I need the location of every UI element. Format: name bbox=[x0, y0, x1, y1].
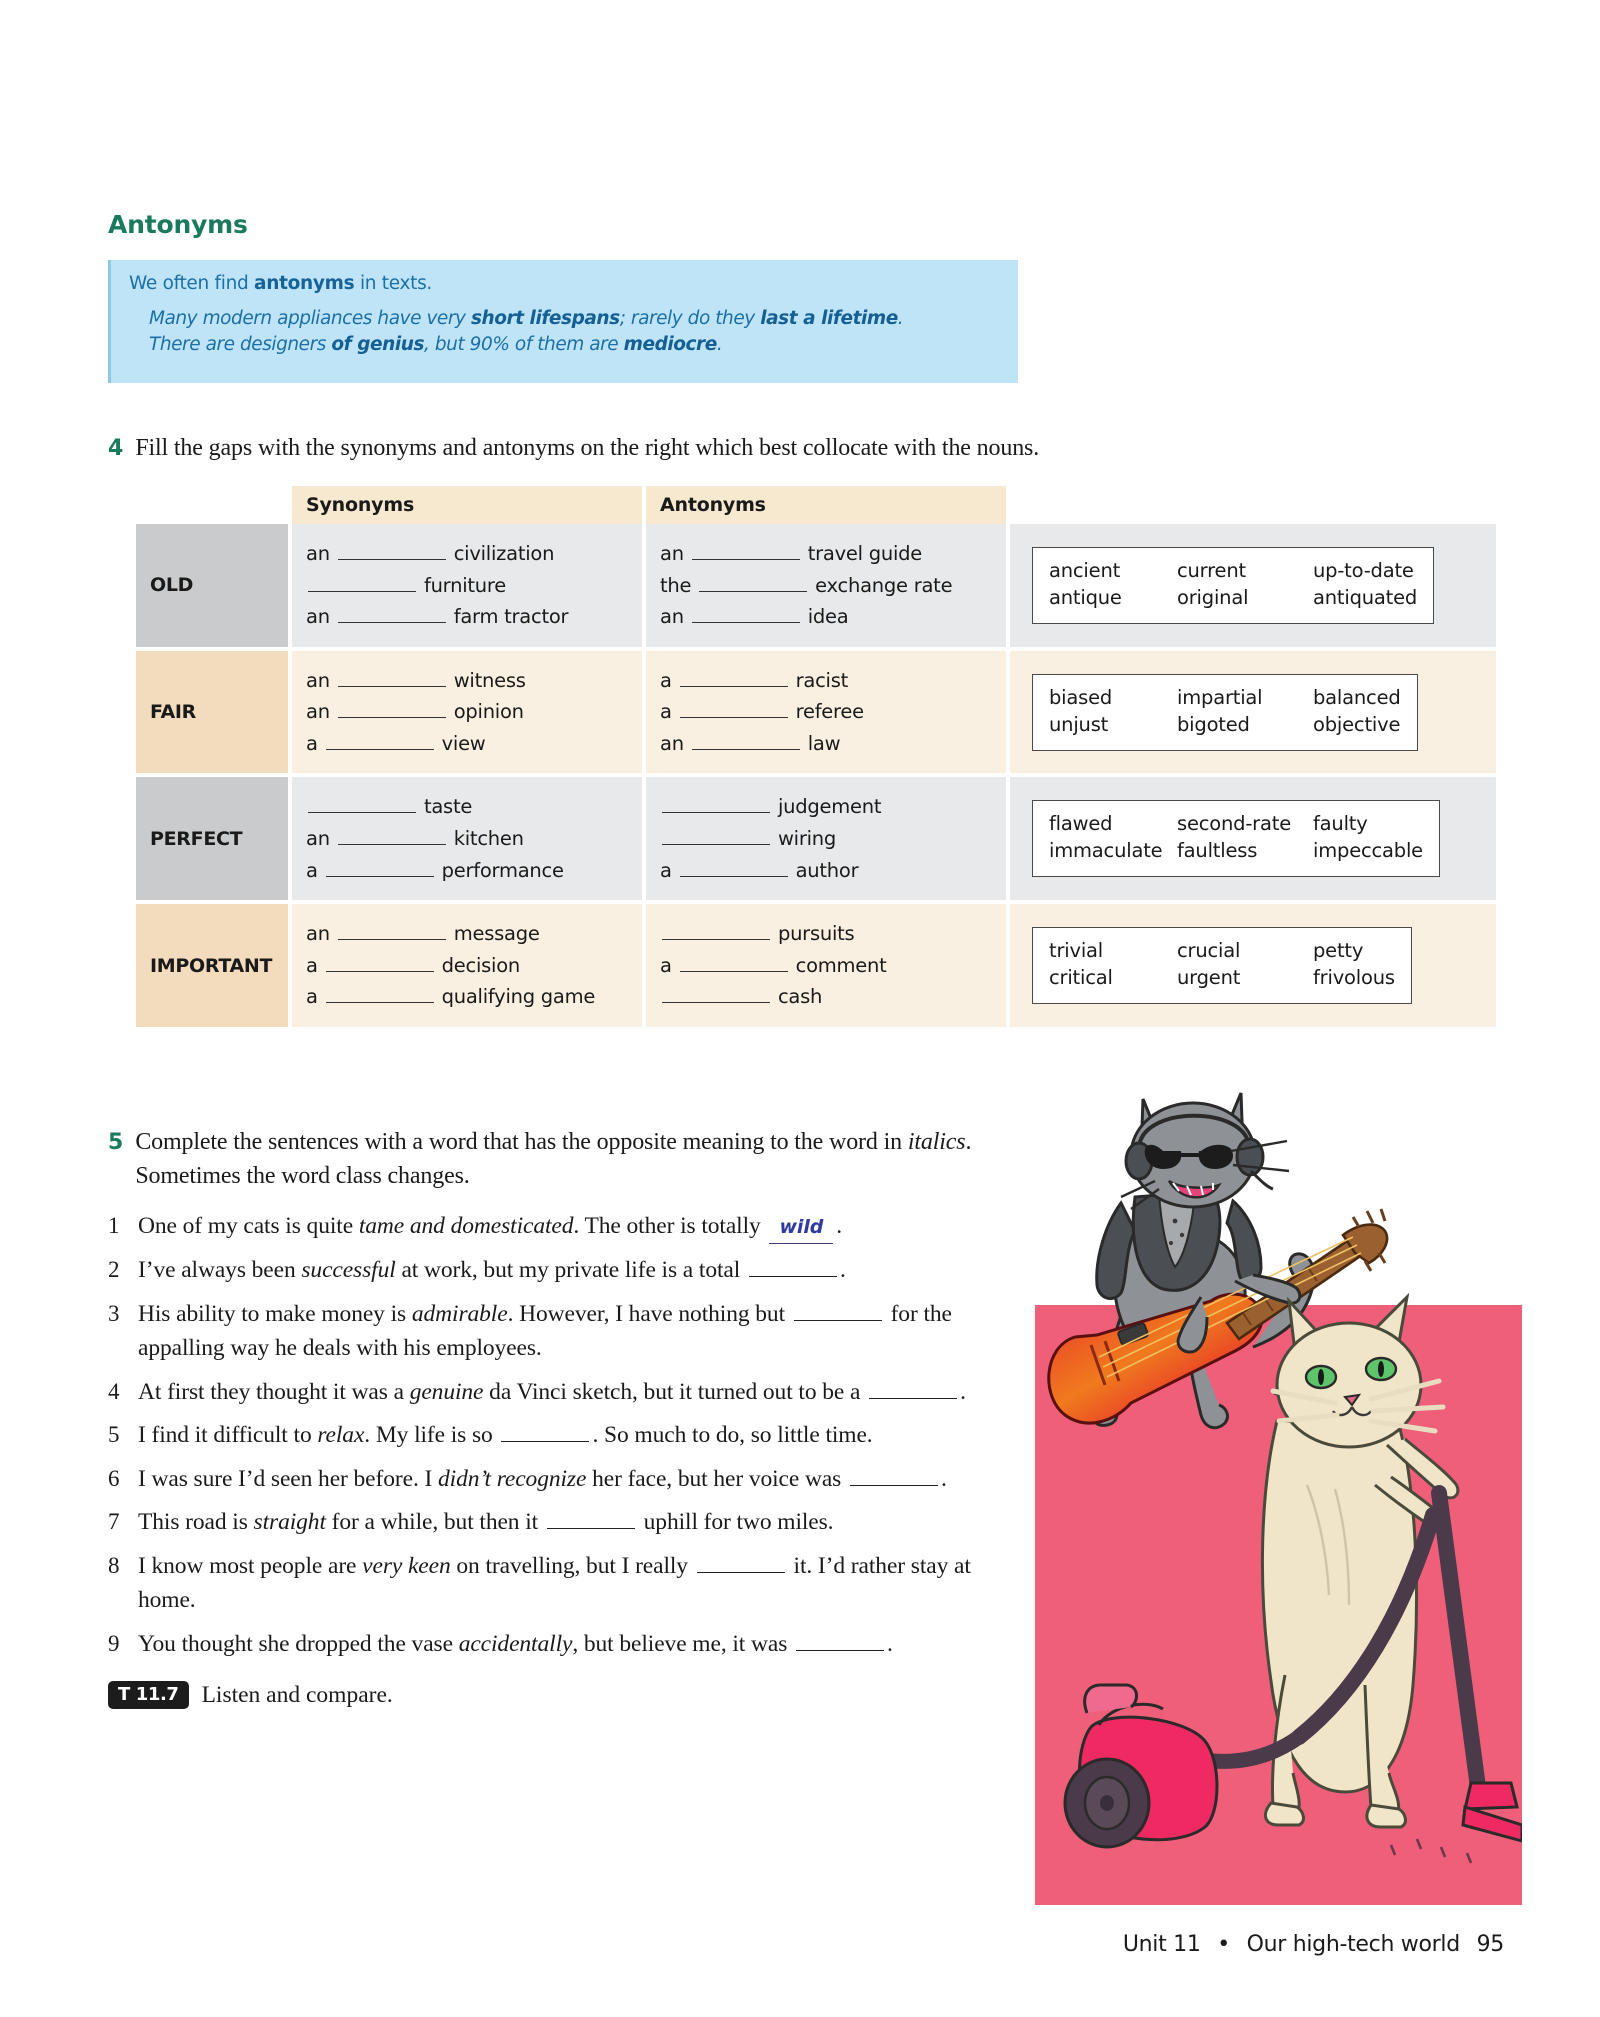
question-item bbox=[108, 1627, 998, 1662]
sentence-text: This road is bbox=[138, 1509, 254, 1536]
word-bank-panel bbox=[1010, 777, 1496, 900]
phrase-noun: exchange rate bbox=[809, 573, 953, 597]
synonym-phrase bbox=[306, 728, 642, 760]
word-bank-item[interactable]: ancient bbox=[1049, 558, 1121, 582]
antonym-phrase bbox=[660, 950, 1006, 982]
phrase-noun: performance bbox=[435, 858, 564, 882]
question-number: 6 bbox=[108, 1465, 120, 1491]
phrase-article: a bbox=[306, 858, 324, 882]
phrase-noun: farm tractor bbox=[447, 605, 569, 629]
table-row bbox=[136, 651, 1496, 774]
antonym-phrase bbox=[660, 918, 1006, 950]
audio-track-label: Listen and compare. bbox=[201, 1681, 393, 1708]
fill-in-blank[interactable] bbox=[680, 667, 788, 687]
sentence-text: . However, I have nothing but bbox=[507, 1300, 791, 1327]
synonym-phrase bbox=[306, 665, 642, 697]
section-heading: Antonyms bbox=[108, 210, 248, 239]
question-text bbox=[138, 1418, 873, 1453]
phrase-article: an bbox=[306, 700, 336, 724]
question-number: 7 bbox=[108, 1509, 120, 1535]
antonym-cell bbox=[646, 777, 1006, 900]
phrase-noun: referee bbox=[789, 700, 864, 724]
question-text bbox=[138, 1462, 947, 1497]
emphasis-run-1: of genius bbox=[331, 334, 425, 356]
collocations-table bbox=[136, 486, 1496, 1031]
exercise-5-number: 5 bbox=[108, 1130, 124, 1155]
fill-in-blank[interactable] bbox=[326, 984, 434, 1004]
fill-in-blank[interactable] bbox=[699, 572, 807, 592]
phrase-article: an bbox=[306, 827, 336, 851]
exercise-4-instruction: Fill the gaps with the synonyms and antonyms on the right which best collocate with the nouns. bbox=[135, 435, 1040, 461]
synonym-phrase bbox=[306, 981, 642, 1013]
sentence-text: da Vinci sketch, but it turned out to be a bbox=[483, 1378, 867, 1405]
antonym-phrase bbox=[660, 601, 1006, 633]
word-bank bbox=[1032, 674, 1418, 751]
word-bank-panel bbox=[1010, 904, 1496, 1027]
synonym-phrase bbox=[306, 570, 642, 602]
antonym-cell bbox=[646, 524, 1006, 647]
word-bank-item[interactable]: antiquated bbox=[1313, 585, 1418, 609]
text-run-2: ; rarely do they bbox=[619, 308, 761, 329]
word-bank-item[interactable]: second-rate bbox=[1177, 812, 1291, 836]
word-bank bbox=[1032, 547, 1434, 624]
phrase-noun: pursuits bbox=[772, 922, 855, 946]
phrase-article: an bbox=[660, 731, 690, 755]
antonym-phrase bbox=[660, 570, 1006, 602]
phrase-noun: message bbox=[447, 922, 540, 946]
question-number: 2 bbox=[108, 1257, 120, 1283]
emphasis-run-3: last a lifetime bbox=[760, 308, 898, 329]
word-bank-item[interactable]: faultless bbox=[1177, 839, 1258, 863]
fill-in-blank[interactable] bbox=[326, 730, 434, 750]
word-bank-item[interactable]: biased bbox=[1049, 685, 1113, 709]
fill-in-blank[interactable] bbox=[680, 699, 788, 719]
synonym-cell bbox=[292, 524, 642, 647]
sentence-text: At first they thought it was a bbox=[138, 1378, 410, 1405]
antonym-phrase bbox=[660, 538, 1006, 570]
question-item bbox=[108, 1253, 998, 1288]
sentence-text: . bbox=[941, 1465, 947, 1492]
phrase-article: an bbox=[660, 605, 690, 629]
word-bank-item[interactable]: bigoted bbox=[1177, 712, 1250, 736]
fill-in-blank[interactable] bbox=[692, 604, 800, 624]
table-header-row bbox=[292, 486, 1496, 524]
question-list bbox=[108, 1209, 998, 1661]
exercise-4-heading bbox=[108, 435, 1308, 462]
cats-illustration bbox=[1035, 1085, 1522, 1905]
word-bank-item[interactable]: trivial bbox=[1049, 939, 1104, 963]
sentence-text: at work, but my private life is a total bbox=[395, 1257, 746, 1284]
word-bank-item[interactable]: current bbox=[1177, 558, 1246, 582]
answer-blank[interactable] bbox=[869, 1377, 957, 1399]
synonym-phrase bbox=[306, 918, 642, 950]
question-number: 3 bbox=[108, 1300, 120, 1326]
sentence-text: . My life is so bbox=[364, 1422, 499, 1449]
page-footer bbox=[1123, 1932, 1504, 1957]
phrase-noun: qualifying game bbox=[435, 985, 596, 1009]
fill-in-blank[interactable] bbox=[338, 604, 446, 624]
phrase-article: an bbox=[306, 668, 336, 692]
synonym-phrase bbox=[306, 855, 642, 887]
column-header-antonyms: Antonyms bbox=[646, 486, 1006, 524]
question-item bbox=[108, 1549, 998, 1618]
table-row bbox=[136, 904, 1496, 1027]
phrase-noun: view bbox=[435, 731, 486, 755]
question-item bbox=[108, 1375, 998, 1410]
emphasis-run-1: short lifespans bbox=[470, 308, 620, 329]
italic-cue-word: very keen bbox=[362, 1552, 451, 1579]
cats-illustration-svg bbox=[1035, 1085, 1522, 1905]
question-item bbox=[108, 1505, 998, 1540]
italic-cue-word: accidentally bbox=[458, 1630, 573, 1657]
phrase-article: an bbox=[306, 922, 336, 946]
filled-answer[interactable]: wild bbox=[769, 1214, 833, 1244]
answer-blank[interactable] bbox=[749, 1255, 837, 1277]
sentence-text: I’ve always been bbox=[138, 1257, 302, 1284]
phrase-noun: judgement bbox=[772, 795, 882, 819]
word-bank-item[interactable]: impartial bbox=[1177, 685, 1263, 709]
sentence-text: for a while, but then it bbox=[325, 1509, 544, 1536]
word-bank-item[interactable]: faulty bbox=[1313, 812, 1368, 836]
fill-in-blank[interactable] bbox=[680, 857, 788, 877]
fill-in-blank[interactable] bbox=[692, 730, 800, 750]
antonym-phrase bbox=[660, 855, 1006, 887]
text-run-0: There are designers bbox=[149, 334, 332, 356]
question-item bbox=[108, 1297, 998, 1366]
phrase-noun: civilization bbox=[447, 542, 555, 565]
sentence-text: I find it difficult to bbox=[138, 1422, 318, 1449]
question-number: 9 bbox=[108, 1630, 120, 1656]
exercise-5-heading bbox=[108, 1125, 998, 1193]
question-number: 8 bbox=[108, 1552, 120, 1578]
answer-blank[interactable] bbox=[501, 1421, 589, 1443]
word-bank-item[interactable]: immaculate bbox=[1049, 839, 1163, 863]
word-bank-item[interactable]: impeccable bbox=[1313, 839, 1423, 863]
question-text bbox=[138, 1297, 998, 1366]
word-bank-panel bbox=[1010, 524, 1496, 647]
phrase-article: a bbox=[660, 700, 678, 724]
word-bank-item[interactable]: flawed bbox=[1049, 812, 1113, 836]
audio-track-row[interactable] bbox=[108, 1681, 998, 1709]
italic-cue-word: successful bbox=[301, 1257, 396, 1284]
answer-blank[interactable] bbox=[547, 1508, 635, 1530]
exercise-5-instruction bbox=[135, 1125, 998, 1193]
synonym-phrase bbox=[306, 601, 642, 633]
fill-in-blank[interactable] bbox=[308, 794, 416, 814]
word-bank-item[interactable]: petty bbox=[1313, 939, 1364, 963]
table-row bbox=[136, 777, 1496, 900]
antonym-phrase bbox=[660, 823, 1006, 855]
sentence-text: . bbox=[960, 1378, 966, 1405]
phrase-noun: cash bbox=[772, 985, 823, 1009]
phrase-noun: comment bbox=[789, 953, 887, 977]
word-bank-item[interactable]: critical bbox=[1049, 966, 1113, 990]
phrase-article: a bbox=[306, 985, 324, 1009]
synonym-cell bbox=[292, 777, 642, 900]
sentence-text: . So much to do, so little time. bbox=[592, 1422, 873, 1449]
info-intro-keyword: antonyms bbox=[254, 273, 355, 294]
sentence-text: His ability to make money is bbox=[138, 1300, 412, 1327]
phrase-article: a bbox=[660, 858, 678, 882]
phrase-article: an bbox=[306, 542, 336, 565]
word-bank-item[interactable]: frivolous bbox=[1313, 966, 1395, 990]
antonyms-info-box bbox=[108, 260, 1018, 383]
italic-cue-word: genuine bbox=[409, 1378, 484, 1405]
antonym-cell bbox=[646, 904, 1006, 1027]
sentence-text: , but believe me, it was bbox=[572, 1630, 794, 1657]
question-item bbox=[108, 1462, 998, 1497]
fill-in-blank[interactable] bbox=[662, 921, 770, 941]
fill-in-blank[interactable] bbox=[308, 572, 416, 592]
synonym-phrase bbox=[306, 950, 642, 982]
word-bank-item[interactable]: objective bbox=[1313, 712, 1401, 736]
question-text bbox=[138, 1375, 966, 1410]
italic-cue-word: tame and domesticated bbox=[358, 1213, 574, 1240]
synonym-phrase bbox=[306, 823, 642, 855]
fill-in-blank[interactable] bbox=[326, 952, 434, 972]
italic-cue-word: relax bbox=[317, 1422, 365, 1449]
sentence-text: I know most people are bbox=[138, 1552, 363, 1579]
italic-cue-word: admirable bbox=[411, 1300, 508, 1327]
phrase-noun: kitchen bbox=[447, 827, 524, 851]
exercise-5 bbox=[108, 1125, 998, 1709]
phrase-article: a bbox=[306, 953, 324, 977]
sentence-text: One of my cats is quite bbox=[138, 1213, 359, 1240]
row-category-important: IMPORTANT bbox=[136, 904, 288, 1027]
phrase-article: a bbox=[306, 731, 324, 755]
fill-in-blank[interactable] bbox=[338, 921, 446, 941]
fill-in-blank[interactable] bbox=[338, 540, 446, 560]
text-run-0: Many modern appliances have very bbox=[149, 308, 471, 329]
question-item bbox=[108, 1209, 998, 1244]
question-text bbox=[138, 1209, 842, 1244]
phrase-article: the bbox=[660, 573, 698, 597]
antonym-phrase bbox=[660, 696, 1006, 728]
text-run-4: . bbox=[897, 308, 904, 329]
answer-blank[interactable] bbox=[697, 1551, 785, 1573]
phrase-noun: taste bbox=[418, 795, 473, 819]
word-bank-item[interactable]: urgent bbox=[1177, 966, 1241, 990]
text-run-2: , but 90% of them are bbox=[424, 334, 624, 356]
info-intro-part2: in texts. bbox=[354, 273, 433, 294]
fill-in-blank[interactable] bbox=[662, 826, 770, 846]
row-category-fair: FAIR bbox=[136, 651, 288, 774]
question-number: 4 bbox=[108, 1378, 120, 1404]
answer-blank[interactable] bbox=[794, 1299, 882, 1321]
word-bank-item[interactable]: antique bbox=[1049, 585, 1122, 609]
info-box-example-2 bbox=[149, 332, 1018, 358]
row-category-perfect: PERFECT bbox=[136, 777, 288, 900]
sentence-text: for the appalling way he deals with his employees. bbox=[138, 1300, 952, 1362]
italic-cue-word: didn’t recognize bbox=[438, 1465, 587, 1492]
fill-in-blank[interactable] bbox=[662, 984, 770, 1004]
question-text bbox=[138, 1253, 846, 1288]
column-header-synonyms: Synonyms bbox=[292, 486, 642, 524]
row-category-old: OLD bbox=[136, 524, 288, 647]
phrase-noun: wiring bbox=[772, 827, 836, 851]
info-box-example-1 bbox=[149, 306, 1018, 332]
exercise-5-instruction-italics: italics bbox=[907, 1129, 966, 1155]
sentence-text: uphill for two miles. bbox=[637, 1509, 834, 1536]
footer-separator: • bbox=[1217, 1932, 1230, 1957]
synonym-phrase bbox=[306, 791, 642, 823]
antonym-phrase bbox=[660, 791, 1006, 823]
answer-blank[interactable] bbox=[850, 1464, 938, 1486]
sentence-text: . bbox=[887, 1630, 893, 1657]
footer-page-number: 95 bbox=[1476, 1932, 1504, 1957]
question-text bbox=[138, 1549, 998, 1618]
info-intro-part1: We often find bbox=[129, 273, 255, 294]
table-row bbox=[136, 524, 1496, 647]
word-bank-item[interactable]: crucial bbox=[1177, 939, 1241, 963]
table-body bbox=[136, 524, 1496, 1027]
audio-track-badge[interactable]: T 11.7 bbox=[108, 1681, 189, 1709]
word-bank bbox=[1032, 927, 1412, 1004]
phrase-noun: witness bbox=[447, 668, 526, 692]
sentence-text: her face, but her voice was bbox=[586, 1465, 848, 1492]
question-text bbox=[138, 1627, 893, 1662]
sentence-text: . bbox=[836, 1213, 843, 1240]
exercise-5-instruction-a: Complete the sentences with a word that has the opposite meaning to the word in bbox=[135, 1129, 908, 1155]
sentence-text: . bbox=[839, 1257, 846, 1284]
question-number: 5 bbox=[108, 1422, 120, 1448]
fill-in-blank[interactable] bbox=[338, 699, 446, 719]
footer-title: Our high-tech world bbox=[1246, 1932, 1460, 1957]
synonym-phrase bbox=[306, 538, 642, 570]
phrase-noun: furniture bbox=[418, 573, 506, 597]
phrase-noun: decision bbox=[435, 953, 520, 977]
word-bank-item[interactable]: balanced bbox=[1313, 685, 1401, 709]
antonym-phrase bbox=[660, 665, 1006, 697]
question-number: 1 bbox=[108, 1213, 120, 1239]
emphasis-run-3: mediocre bbox=[623, 334, 717, 356]
word-bank-item[interactable]: unjust bbox=[1049, 712, 1109, 736]
synonym-phrase bbox=[306, 696, 642, 728]
word-bank-item[interactable]: up-to-date bbox=[1313, 558, 1414, 582]
footer-unit: Unit 11 bbox=[1122, 1932, 1201, 1957]
italic-cue-word: straight bbox=[253, 1509, 326, 1536]
antonym-phrase bbox=[660, 981, 1006, 1013]
antonym-phrase bbox=[660, 728, 1006, 760]
phrase-noun: law bbox=[801, 731, 841, 755]
fill-in-blank[interactable] bbox=[338, 667, 446, 687]
phrase-article: an bbox=[306, 605, 336, 629]
fill-in-blank[interactable] bbox=[692, 540, 800, 560]
phrase-article: a bbox=[660, 668, 678, 692]
synonym-cell bbox=[292, 651, 642, 774]
word-bank bbox=[1032, 800, 1440, 877]
phrase-noun: author bbox=[789, 858, 859, 882]
answer-blank[interactable] bbox=[796, 1629, 884, 1651]
synonym-cell bbox=[292, 904, 642, 1027]
phrase-noun: travel guide bbox=[801, 542, 923, 565]
sentence-text: it. I’d rather stay at home. bbox=[138, 1552, 971, 1614]
phrase-noun: idea bbox=[801, 605, 849, 629]
sentence-text: on travelling, but I really bbox=[450, 1552, 694, 1579]
exercise-4-number: 4 bbox=[108, 436, 124, 461]
sentence-text: I was sure I’d seen her before. I bbox=[138, 1465, 439, 1492]
fill-in-blank[interactable] bbox=[326, 857, 434, 877]
exercise-5-instruction-b: . Sometimes the word class changes. bbox=[135, 1129, 972, 1190]
fill-in-blank[interactable] bbox=[338, 826, 446, 846]
phrase-noun: opinion bbox=[447, 700, 524, 724]
sentence-text: You thought she dropped the vase bbox=[138, 1630, 459, 1657]
question-text bbox=[138, 1505, 833, 1540]
word-bank-panel bbox=[1010, 651, 1496, 774]
sentence-text: . The other is totally bbox=[573, 1213, 767, 1240]
antonym-cell bbox=[646, 651, 1006, 774]
phrase-article: a bbox=[660, 953, 678, 977]
fill-in-blank[interactable] bbox=[680, 952, 788, 972]
info-box-intro bbox=[129, 273, 1018, 294]
fill-in-blank[interactable] bbox=[662, 794, 770, 814]
text-run-4: . bbox=[716, 334, 723, 356]
phrase-noun: racist bbox=[789, 668, 849, 692]
question-item bbox=[108, 1418, 998, 1453]
phrase-article: an bbox=[660, 542, 690, 565]
word-bank-item[interactable]: original bbox=[1177, 585, 1249, 609]
